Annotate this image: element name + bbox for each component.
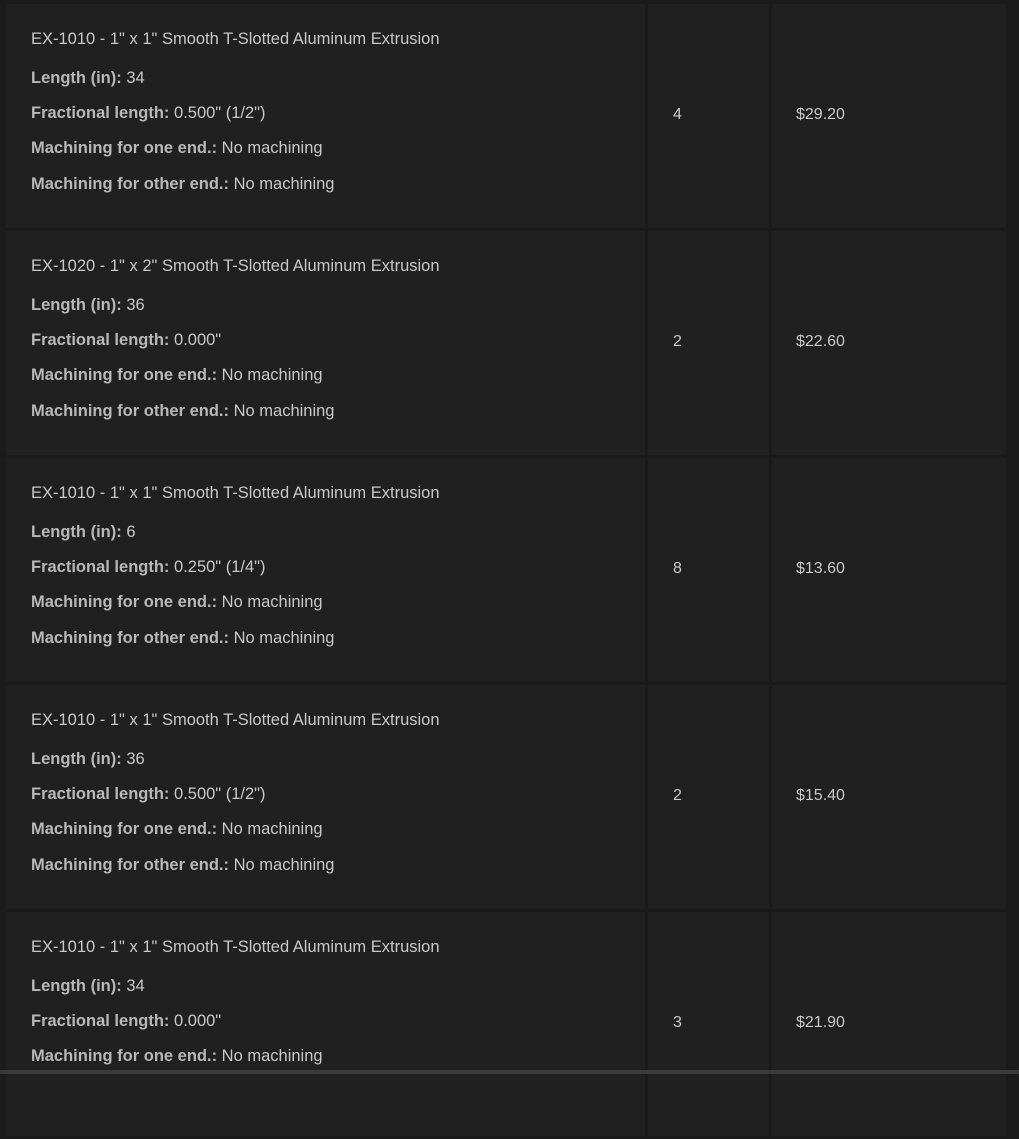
option-value: No machining	[221, 1047, 323, 1066]
price-cell: $29.20	[772, 4, 1009, 231]
option-label: Length (in):	[31, 977, 122, 996]
quantity-cell: 8	[648, 458, 772, 685]
option-value: 34	[126, 977, 145, 996]
option-machining-one-end	[31, 1047, 645, 1065]
option-length	[31, 750, 645, 768]
option-value: No machining	[233, 174, 335, 193]
quantity-cell: 4	[648, 4, 772, 231]
option-machining-other-end	[31, 629, 645, 647]
option-label: Machining for one end.:	[31, 139, 218, 158]
price-cell: $21.90	[772, 912, 1009, 1139]
option-value: 0.000"	[174, 1012, 222, 1031]
option-value: 36	[126, 750, 145, 769]
option-value: 0.000"	[174, 331, 222, 350]
option-label: Machining for other end.:	[31, 855, 229, 874]
option-label: Length (in):	[31, 750, 122, 769]
option-fractional-length	[31, 785, 645, 803]
option-value: 0.500" (1/2")	[174, 104, 266, 123]
table-row	[6, 912, 1009, 1139]
option-machining-one-end	[31, 820, 645, 838]
option-label: Machining for other end.:	[31, 174, 229, 193]
product-name[interactable]: EX-1010 - 1" x 1" Smooth T-Slotted Aluminum Extrusion	[31, 711, 440, 729]
table-row	[6, 231, 1009, 458]
option-machining-other-end	[31, 175, 645, 193]
quantity-cell: 2	[648, 231, 772, 458]
quantity-cell: 2	[648, 685, 772, 912]
option-machining-one-end	[31, 593, 645, 611]
option-value: No machining	[221, 593, 323, 612]
product-name[interactable]: EX-1010 - 1" x 1" Smooth T-Slotted Aluminum Extrusion	[31, 484, 440, 502]
option-length	[31, 296, 645, 314]
item-description-cell	[6, 458, 648, 685]
option-label: Machining for one end.:	[31, 593, 218, 612]
option-label: Fractional length:	[31, 331, 170, 350]
viewport-bottom-edge	[0, 1070, 1019, 1074]
option-machining-other-end	[31, 402, 645, 420]
option-value: No machining	[233, 628, 335, 647]
price-cell: $15.40	[772, 685, 1009, 912]
option-length	[31, 523, 645, 541]
option-label: Machining for one end.:	[31, 820, 218, 839]
option-value: 36	[126, 296, 145, 315]
option-value: No machining	[233, 855, 335, 874]
option-label: Length (in):	[31, 296, 122, 315]
option-fractional-length	[31, 1012, 645, 1030]
option-machining-one-end	[31, 366, 645, 384]
option-label: Length (in):	[31, 69, 122, 88]
order-items-table	[6, 4, 1009, 1139]
option-label: Machining for other end.:	[31, 401, 229, 420]
product-name[interactable]: EX-1020 - 1" x 2" Smooth T-Slotted Aluminum Extrusion	[31, 257, 440, 275]
option-fractional-length	[31, 331, 645, 349]
option-value: No machining	[221, 820, 323, 839]
item-description-cell	[6, 231, 648, 458]
option-value: 6	[126, 523, 136, 542]
product-name[interactable]: EX-1010 - 1" x 1" Smooth T-Slotted Aluminum Extrusion	[31, 30, 440, 48]
option-label: Fractional length:	[31, 1012, 170, 1031]
option-label: Fractional length:	[31, 104, 170, 123]
option-length	[31, 977, 645, 995]
quantity-cell: 3	[648, 912, 772, 1139]
option-value: No machining	[221, 139, 323, 158]
option-machining-other-end	[31, 856, 645, 874]
table-row	[6, 458, 1009, 685]
option-fractional-length	[31, 104, 645, 122]
option-label: Machining for one end.:	[31, 1047, 218, 1066]
option-value: No machining	[221, 366, 323, 385]
option-label: Machining for other end.:	[31, 628, 229, 647]
option-machining-one-end	[31, 139, 645, 157]
table-row	[6, 4, 1009, 231]
product-name[interactable]: EX-1010 - 1" x 1" Smooth T-Slotted Aluminum Extrusion	[31, 938, 440, 956]
item-description-cell	[6, 912, 648, 1139]
item-description-cell	[6, 685, 648, 912]
option-value: No machining	[233, 401, 335, 420]
option-label: Length (in):	[31, 523, 122, 542]
option-fractional-length	[31, 558, 645, 576]
option-label: Machining for one end.:	[31, 366, 218, 385]
price-cell: $13.60	[772, 458, 1009, 685]
option-length	[31, 69, 645, 87]
item-description-cell	[6, 4, 648, 231]
option-label: Fractional length:	[31, 785, 170, 804]
option-value: 0.500" (1/2")	[174, 785, 266, 804]
table-row	[6, 685, 1009, 912]
option-label: Fractional length:	[31, 558, 170, 577]
option-value: 34	[126, 69, 145, 88]
option-value: 0.250" (1/4")	[174, 558, 266, 577]
price-cell: $22.60	[772, 231, 1009, 458]
